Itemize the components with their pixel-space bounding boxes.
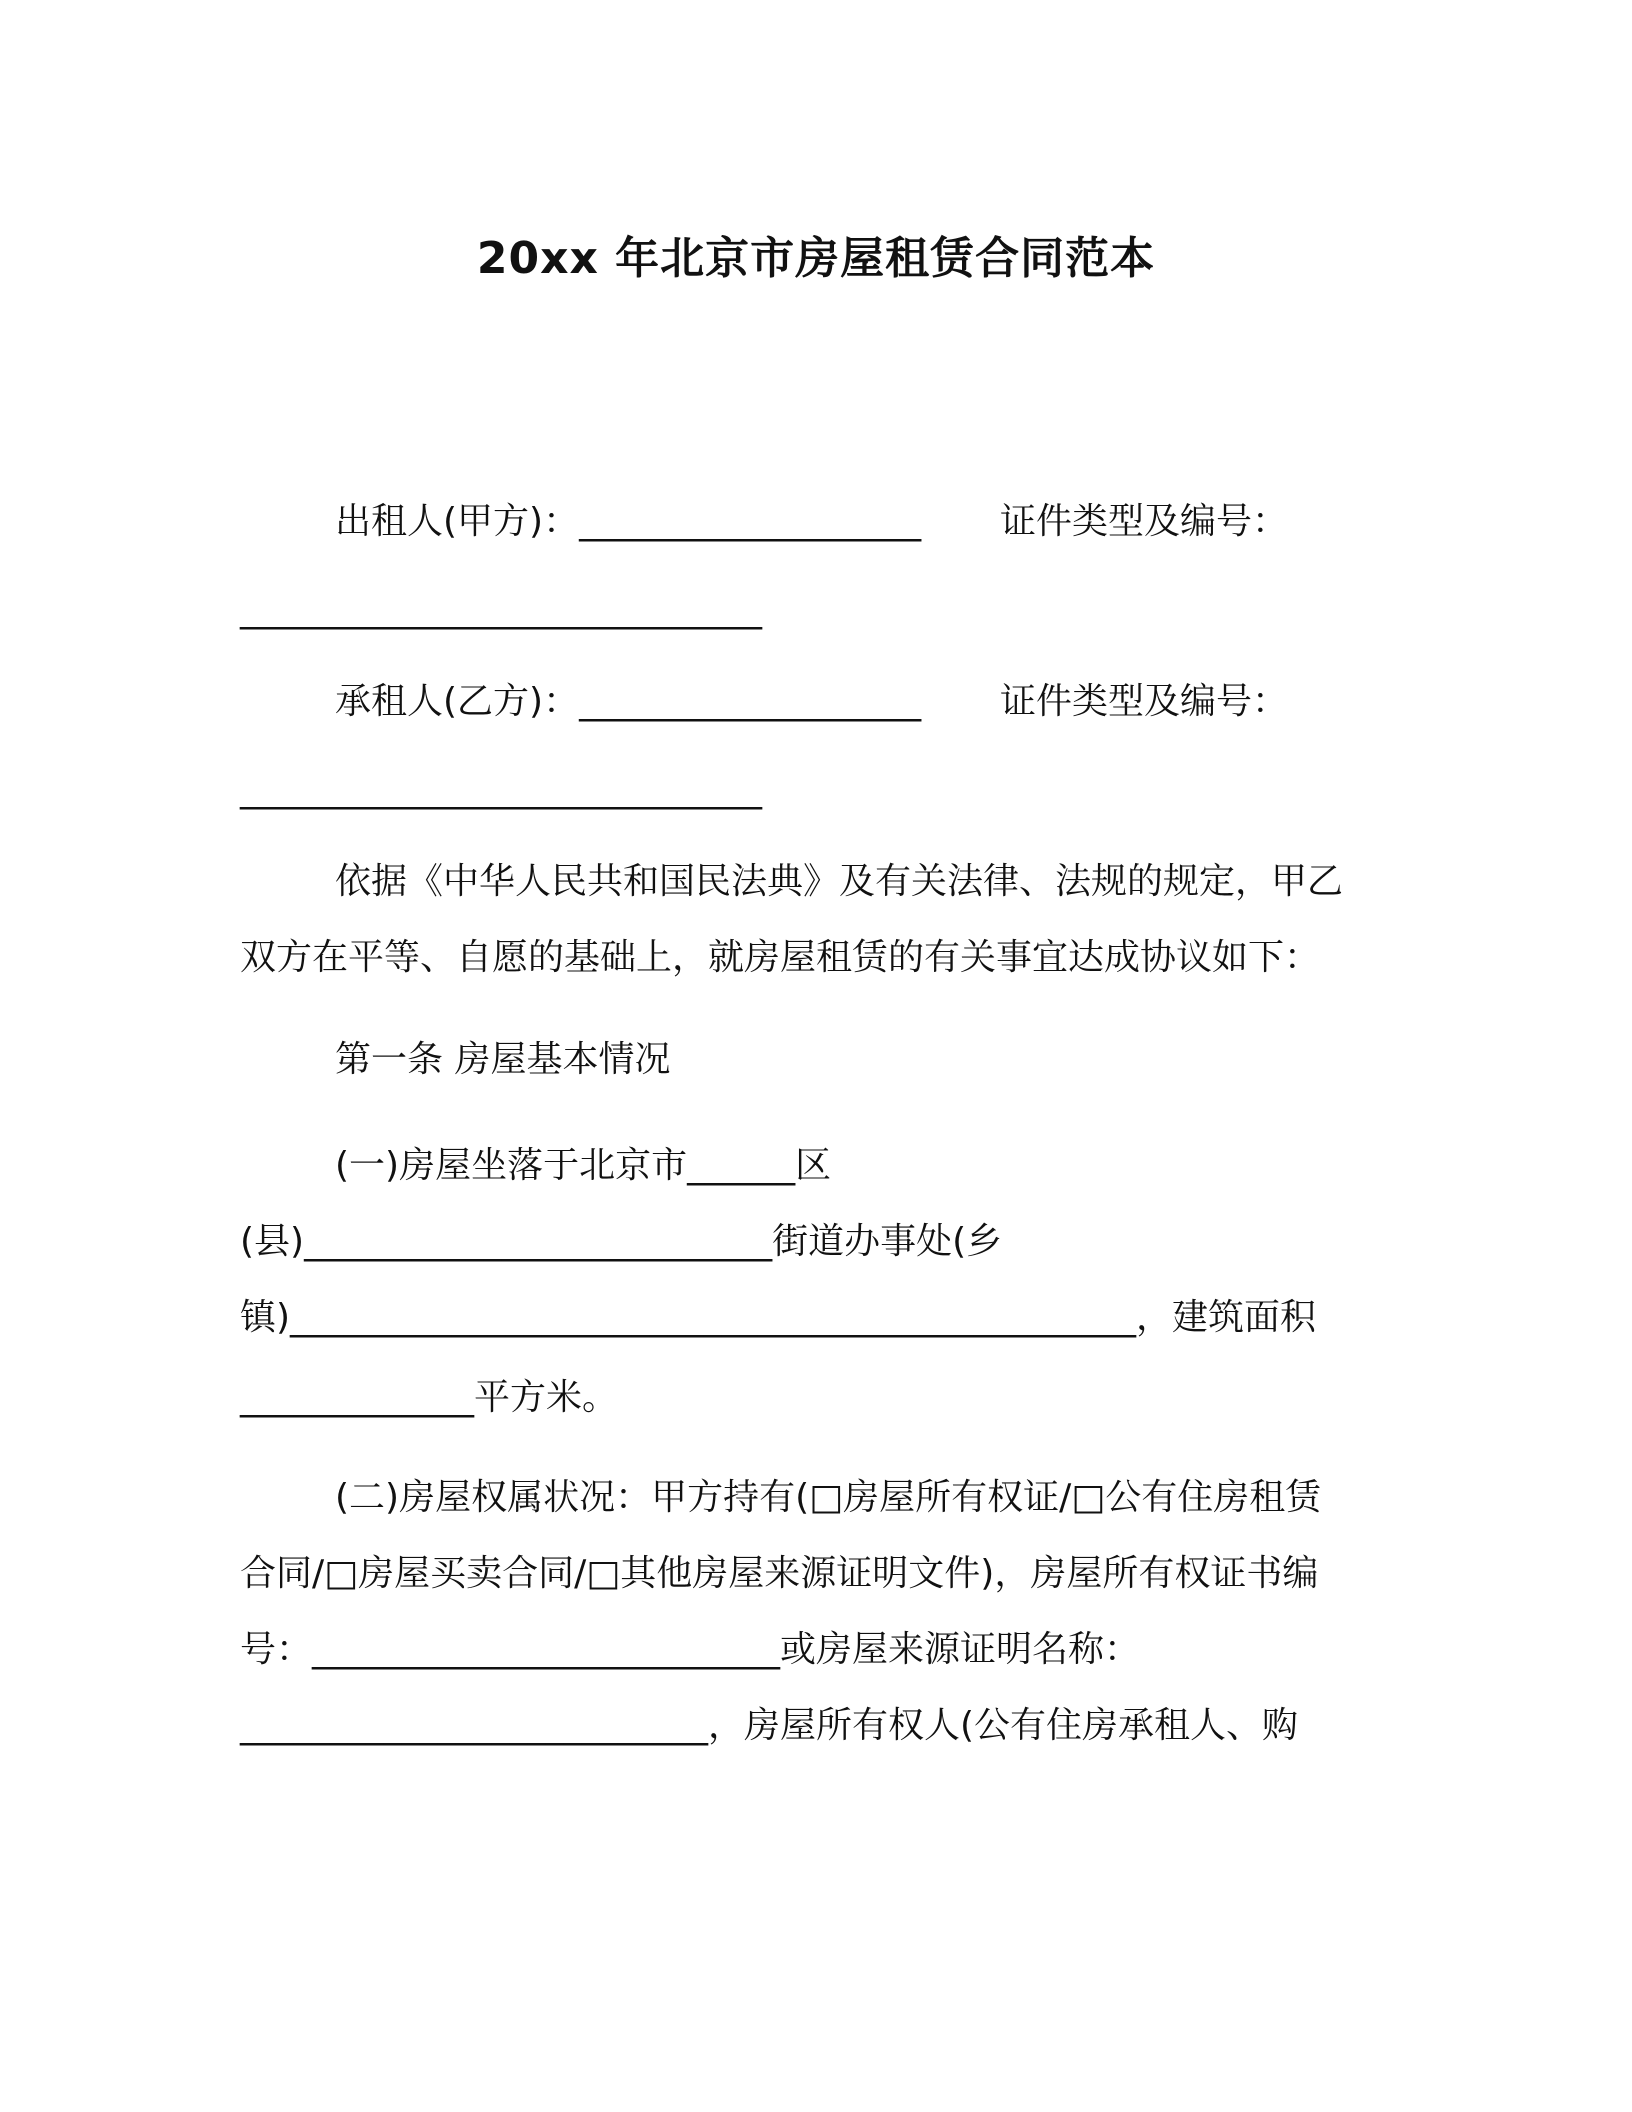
lessor-line: 出租人(甲方)：___________________ — [335, 501, 922, 542]
lessee-id-blank: _____________________________ — [240, 769, 762, 810]
ownership-line-1: (二)房屋权属状况：甲方持有(□房屋所有权证/□公有住房租赁 — [335, 1477, 1322, 1518]
preamble-line-2: 双方在平等、自愿的基础上，就房屋租赁的有关事宜达成协议如下： — [240, 937, 1321, 978]
article-one-heading: 第一条 房屋基本情况 — [335, 1039, 671, 1080]
location-line-3: 镇)_______________________________________________，建筑面积 — [240, 1297, 1317, 1338]
ownership-line-3: 号：__________________________或房屋来源证明名称： — [240, 1629, 1141, 1670]
lessor-id-blank: _____________________________ — [240, 589, 762, 630]
area-line: _____________平方米。 — [240, 1377, 619, 1418]
lessee-line: 承租人(乙方)：___________________ — [335, 681, 922, 722]
ownership-line-2: 合同/□房屋买卖合同/□其他房屋来源证明文件)，房屋所有权证书编 — [240, 1553, 1319, 1594]
lessor-id-label: 证件类型及编号： — [1000, 501, 1289, 542]
document-title: 20xx 年北京市房屋租赁合同范本 — [476, 233, 1156, 284]
ownership-line-4: __________________________，房屋所有权人(公有住房承租人、购 — [240, 1705, 1299, 1746]
preamble-line-1: 依据《中华人民共和国民法典》及有关法律、法规的规定，甲乙 — [335, 861, 1344, 902]
lessee-id-label: 证件类型及编号： — [1000, 681, 1289, 722]
location-line-2: (县)__________________________街道办事处(乡 — [240, 1221, 1003, 1262]
location-line-1: (一)房屋坐落于北京市______区 — [335, 1145, 832, 1186]
